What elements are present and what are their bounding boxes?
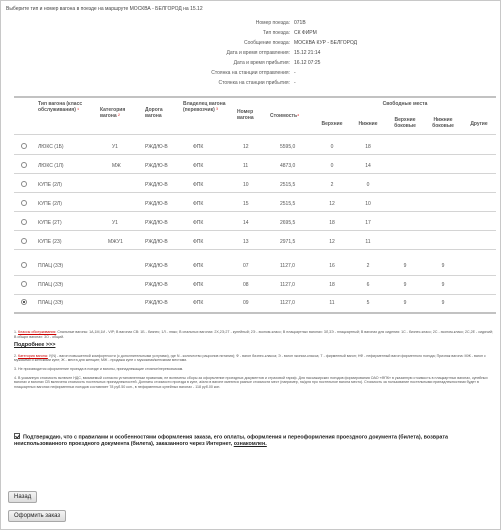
cell-owner: ФПК bbox=[193, 182, 204, 188]
cell-category: МЖ bbox=[112, 163, 121, 169]
cell-type: КУПЕ (2Т) bbox=[38, 220, 62, 226]
cell-number: 12 bbox=[243, 144, 249, 150]
info-row-arrival bbox=[0, 60, 501, 68]
col-header-road: Дорога вагона bbox=[145, 107, 163, 119]
cell-type: ПЛАЦ (3Э) bbox=[38, 300, 64, 306]
cell-lower: 18 bbox=[365, 144, 371, 150]
cell-road: РЖД/Ю-В bbox=[145, 182, 168, 188]
row-radio-button[interactable] bbox=[21, 219, 27, 225]
col-header-number: Номер вагона bbox=[237, 109, 254, 121]
info-label: Дата и время прибытия: bbox=[233, 60, 290, 66]
cell-type: КУПЕ (2Л) bbox=[38, 182, 62, 188]
cell-upper: 12 bbox=[329, 239, 335, 245]
row-divider bbox=[14, 275, 496, 276]
wagon-table bbox=[14, 96, 496, 314]
note-wagon-category-label: Категория вагона: bbox=[18, 353, 48, 358]
cell-upper: 18 bbox=[329, 282, 335, 288]
agreement-text: Подтверждаю, что с правилами и особенностями оформления заказа, его оплаты, оформления и переоформления проездного документа (билета), возврата неиспользованного проездного документа (билета), заказанного через Интернет, bbox=[14, 434, 449, 448]
cell-cost: 1127,0 bbox=[280, 300, 295, 306]
cell-lower: 5 bbox=[366, 300, 370, 306]
cell-upper: 12 bbox=[329, 201, 335, 207]
cell-road: РЖД/Ю-В bbox=[145, 239, 168, 245]
cell-upper-side: 9 bbox=[403, 300, 407, 306]
cell-cost: 1127,0 bbox=[280, 282, 295, 288]
info-row-route bbox=[0, 40, 501, 48]
cell-upper: 16 bbox=[329, 263, 335, 269]
cell-owner: ФПК bbox=[193, 300, 204, 306]
cell-number: 11 bbox=[243, 163, 249, 169]
cell-cost: 1127,0 bbox=[280, 263, 295, 269]
info-value: МОСКВА КУР - БЕЛГОРОД bbox=[294, 40, 357, 46]
cell-cost: 2515,5 bbox=[280, 201, 296, 207]
info-value: - bbox=[294, 80, 296, 86]
info-label: Дата и время отправления: bbox=[226, 50, 290, 56]
cell-owner: ФПК bbox=[193, 144, 204, 150]
col-header-owner: Владелец вагона (перевозчик) ³ bbox=[183, 101, 226, 113]
cell-road: РЖД/Ю-В bbox=[145, 220, 168, 226]
cell-category: У1 bbox=[112, 144, 118, 150]
agreement bbox=[14, 434, 490, 448]
cell-category: У1 bbox=[112, 220, 118, 226]
info-row-train-number bbox=[0, 20, 501, 28]
cell-owner: ФПК bbox=[193, 163, 204, 169]
col-header-upper-side: Верхние боковые bbox=[394, 117, 416, 129]
row-radio-button[interactable] bbox=[21, 262, 27, 268]
table-bottom-border bbox=[14, 312, 496, 314]
cell-road: РЖД/Ю-В bbox=[145, 163, 168, 169]
cell-cost: 5595,0 bbox=[280, 144, 296, 150]
cell-owner: ФПК bbox=[193, 220, 204, 226]
col-header-category: Категория вагона ² bbox=[100, 107, 126, 119]
row-radio-button[interactable] bbox=[21, 162, 27, 168]
info-label: Номер поезда: bbox=[255, 20, 290, 26]
cell-cost: 4873,0 bbox=[280, 163, 296, 169]
note-carriers: 3. Не производится оформление проезда в поезде и вагоны, принадлежащие стоянке/перевозчикам. bbox=[14, 366, 184, 371]
cell-number: 08 bbox=[243, 282, 249, 288]
info-label: Стоянка на станции отправления: bbox=[211, 70, 290, 76]
col-header-lower: Нижние bbox=[358, 121, 378, 127]
cell-owner: ФПК bbox=[193, 201, 204, 207]
cell-category: МЖУ1 bbox=[108, 239, 123, 245]
info-label: Тип поезда: bbox=[262, 30, 290, 36]
cell-upper-side: 9 bbox=[403, 263, 407, 269]
note-price-text: В указанную стоимость включен НДС, взимаемый согласно установленным правилам, не включены сборы за оформление проездных документов и страховой тариф. Для пассажирских поездов формирования ОАО «ФПК» в указанную стоимость в плацкартных вагонах, купейных вагонах и вагонах СВ включена стоимость постельных принадлежностей. Доплаты стоимости проезда в купе, а/или в вагоне имеются разные стоимости мест (например, на/для про постельное вагона место). Стоимость за пользование постельными принадлежностями будет в плацкартных вагонах нефирменных поездов составляет 78 руб.50 коп., в нефирменных купейных вагонах - 118 руб.00 коп. bbox=[14, 375, 488, 389]
cell-owner: ФПК bbox=[193, 239, 204, 245]
cell-upper: 0 bbox=[330, 163, 334, 169]
row-divider bbox=[14, 192, 496, 193]
row-radio-button[interactable] bbox=[21, 143, 27, 149]
cell-lower-side: 9 bbox=[441, 300, 445, 306]
cell-lower-side: 9 bbox=[441, 282, 445, 288]
row-divider bbox=[14, 211, 496, 212]
cell-lower: 17 bbox=[365, 220, 371, 226]
cell-lower: 0 bbox=[366, 182, 370, 188]
cell-number: 09 bbox=[243, 300, 249, 306]
info-value: - bbox=[294, 70, 296, 76]
note-price: 4. В указанную стоимость включен НДС, взимаемый согласно установленным правилам, не включены сборы за оформление проездных документов и страховой тариф. Для пассажирских поездов формирования ОАО «ФПК» в указанную стоимость в плацкартных вагонах, купейных вагонах и вагонах СВ включена стоимость постельных принадлежностей. Доплаты стоимости проезда в купе, а/или в вагоне имеются разные стоимости мест (например, на/для про постельное вагона место). Стоимость за пользование постельными принадлежностями будет в плацкартных вагонах нефирменных поездов составляет 78 руб.50 коп., в нефирменных купейных вагонах - 118 руб.00 коп. bbox=[14, 375, 488, 389]
cell-number: 07 bbox=[243, 263, 249, 269]
note-service-classes: 1. Классы обслуживания: Спальные вагоны: 1А,1М,1И - VIP; В вагонах СВ: 1Б - бизнес; 1Л - люкс; В спальных вагонах: 2Х,2Э,2Т - купейный; 2Э - эконом-класс; В плацкартных вагонах: 3Л,3Э - плацкартный; В вагонах для сидения: 1С - бизнес-класс; 2С - эконом-класс; 2С,2Е - сидячий; В общих вагонах: 3О - общий. bbox=[14, 330, 493, 339]
cell-lower: 10 bbox=[365, 201, 371, 207]
cell-type: КУПЕ (2З) bbox=[38, 239, 62, 245]
col-header-free-seats: Свободные места bbox=[382, 101, 428, 107]
cell-cost: 2515,5 bbox=[280, 182, 296, 188]
col-header-upper: Верхние bbox=[321, 121, 343, 127]
cell-upper: 2 bbox=[330, 182, 334, 188]
cell-lower-side: 9 bbox=[441, 263, 445, 269]
col-header-cost: Стоимость⁴ bbox=[270, 113, 300, 119]
cell-lower: 6 bbox=[366, 282, 370, 288]
cell-road: РЖД/Ю-В bbox=[145, 282, 168, 288]
cell-road: РЖД/Ю-В bbox=[145, 201, 168, 207]
cell-type: ПЛАЦ (3Э) bbox=[38, 263, 64, 269]
info-row-train-type bbox=[0, 30, 501, 38]
notes-section bbox=[14, 330, 494, 393]
info-row-stop-departure bbox=[0, 70, 501, 78]
note-wagon-category-text: У(N) - вагон повышенной комфортности (с дополнительными услугами), где N - количество рационов питания); Ф - вагон бизнес-класса; Э - вагон эконом-класса; Т - фирменный вагон; НФ - нефирменный вагон фирменного поезда; Признак вагона: МЖ - вагон с мужскими и женскими купе; Ж - места для женщин; МЖ - продажа купе с мужскими/женскими местами. bbox=[14, 353, 486, 363]
row-radio-button[interactable] bbox=[21, 200, 27, 206]
cell-upper: 0 bbox=[330, 144, 334, 150]
cell-lower: 14 bbox=[365, 163, 371, 169]
cell-type: ЛЮКС (1Л) bbox=[38, 163, 64, 169]
place-order-button[interactable]: Оформить заказ bbox=[8, 510, 66, 522]
back-button[interactable]: Назад bbox=[8, 491, 37, 503]
row-divider bbox=[14, 154, 496, 155]
cell-cost: 2695,5 bbox=[280, 220, 296, 226]
more-details-link[interactable]: Подробнее >>> bbox=[14, 342, 56, 349]
cell-type: ПЛАЦ (3Э) bbox=[38, 282, 64, 288]
cell-cost: 2971,5 bbox=[280, 239, 296, 245]
row-radio-button[interactable] bbox=[21, 281, 27, 287]
agreement-link[interactable]: ознакомлен. bbox=[233, 441, 267, 448]
table-top-border bbox=[14, 96, 496, 98]
cell-number: 10 bbox=[243, 182, 249, 188]
info-label: Стоянка на станции прибытия: bbox=[218, 80, 290, 86]
note-wagon-category: 2. Категория вагона: У(N) - вагон повышенной комфортности (с дополнительными услугами), где N - количество рационов питания); Ф - вагон бизнес-класса; Э - вагон эконом-класса; Т - фирменный вагон; НФ - нефирменный вагон фирменного поезда; Признак вагона: МЖ - вагон с мужскими и женскими купе; Ж - места для женщин; МЖ - продажа купе с мужскими/женскими местами. bbox=[14, 353, 486, 363]
info-row-departure bbox=[0, 50, 501, 58]
agreement-checkbox[interactable] bbox=[14, 433, 20, 439]
note-service-classes-label: Классы обслуживания: bbox=[18, 330, 57, 334]
cell-number: 15 bbox=[243, 201, 249, 207]
row-divider bbox=[14, 173, 496, 174]
cell-number: 13 bbox=[243, 239, 249, 245]
row-divider bbox=[14, 249, 496, 250]
col-header-type: Тип вагона (класс обслуживания) ¹ bbox=[38, 101, 83, 113]
cell-number: 14 bbox=[243, 220, 249, 226]
cell-owner: ФПК bbox=[193, 282, 204, 288]
cell-upper-side: 9 bbox=[403, 282, 407, 288]
cell-owner: ФПК bbox=[193, 263, 204, 269]
info-value: СК ФИРМ bbox=[294, 30, 317, 36]
col-header-lower-side: Нижние боковые bbox=[432, 117, 454, 129]
row-radio-button-selected[interactable] bbox=[21, 299, 27, 305]
info-value: 071В bbox=[294, 20, 306, 26]
cell-type: КУПЕ (2Л) bbox=[38, 201, 62, 207]
cell-road: РЖД/Ю-В bbox=[145, 300, 168, 306]
cell-lower: 11 bbox=[365, 239, 371, 245]
table-header-border bbox=[14, 134, 496, 135]
cell-upper: 18 bbox=[329, 220, 335, 226]
info-label: Сообщение поезда: bbox=[243, 40, 290, 46]
cell-road: РЖД/Ю-В bbox=[145, 263, 168, 269]
cell-lower: 2 bbox=[366, 263, 370, 269]
row-radio-button[interactable] bbox=[21, 181, 27, 187]
note-carriers-text: Не производится оформление проезда в поезде и вагоны, принадлежащие стоянке/перевозчикам. bbox=[18, 366, 184, 371]
cell-upper: 11 bbox=[329, 300, 335, 306]
note-service-classes-text: Спальные вагоны: 1А,1М,1И - VIP; В вагонах СВ: 1Б - бизнес; 1Л - люкс; В спальных вагонах: 2Х,2Э,2Т - купейный; 2Э - эконом-класс; В плацкартных вагонах: 3Л,3Э - плацкартный; В вагонах для сидения: 1С - бизнес-класс; 2С - эконом-класс; 2С,2Е - сидячий; В общих вагонах: 3О - общий. bbox=[14, 330, 493, 339]
cell-road: РЖД/Ю-В bbox=[145, 144, 168, 150]
cell-type: ЛЮКС (1Б) bbox=[38, 144, 64, 150]
row-divider bbox=[14, 230, 496, 231]
info-row-stop-arrival bbox=[0, 80, 501, 88]
row-divider bbox=[14, 294, 496, 295]
info-value: 15.12 21:14 bbox=[294, 50, 321, 56]
row-radio-button[interactable] bbox=[21, 238, 27, 244]
info-value: 16.12 07:25 bbox=[294, 60, 321, 66]
col-header-other: Другие bbox=[470, 121, 488, 127]
page-title: Выберите тип и номер вагона в поезде на маршруте МОСКВА - БЕЛГОРОД на 15.12 bbox=[6, 6, 203, 12]
